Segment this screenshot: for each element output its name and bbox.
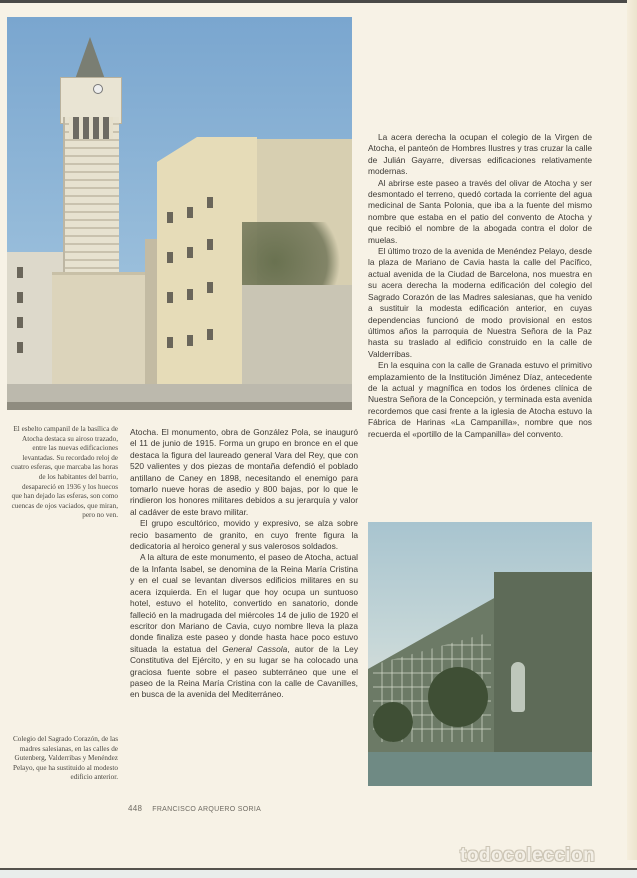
page-number: 448 xyxy=(128,804,143,813)
photo-window xyxy=(167,212,173,223)
page-gutter-shadow xyxy=(627,0,637,860)
photo-window xyxy=(207,239,213,250)
photo-atocha-bell-tower xyxy=(7,17,352,410)
photo-wall xyxy=(242,285,352,387)
body-column-right xyxy=(368,132,592,440)
photo-building-low xyxy=(52,272,152,390)
photo-window xyxy=(187,335,193,346)
photo-building-front xyxy=(494,572,592,757)
paragraph: Atocha. El monumento, obra de González Pola, se inauguró el 11 de junio de 1915. Forma un grupo en bronce en el que destaca la figura del laureado general Vara del Rey, que con 520 valientes y dos piezas de montaña defendió el poblado antillano de Caney en 1898, necesitando el enemigo para tomarlo nueve horas de asedio y 800 bajas, por lo que le rindieron los honores militares debidos a su jerarquía y valor al cadáver de este bravo militar. xyxy=(130,427,358,517)
photo-window xyxy=(17,342,23,353)
scan-top-edge xyxy=(0,0,637,3)
photo-window xyxy=(207,329,213,340)
photo-window xyxy=(167,252,173,263)
scan-bottom-edge xyxy=(0,868,637,878)
paragraph: Al abrirse este paseo a través del olivar de Atocha y ser desmontado el terreno, quedó cortada la corriente del agua medicinal de Santa Polonia, que iba a la fuente del mismo nombre que estaba en el patio del convento de Atocha y que recibió el nombre de la abogada contra el dolor de muelas. xyxy=(368,177,592,245)
photo-window xyxy=(187,207,193,218)
body-column-left xyxy=(130,427,358,701)
photo-window xyxy=(17,317,23,328)
caption-school: Colegio del Sagrado Corazón, de las madres salesianas, en las calles de Gutenberg, Valderribas y Menéndez Pelayo, que ha sustituido al modesto edificio anterior. xyxy=(12,735,118,782)
statue-name-italic: General Cassola xyxy=(222,643,288,654)
photo-window xyxy=(17,267,23,278)
paragraph: La acera derecha la ocupan el colegio de la Virgen de Atocha, el panteón de Hombres Ilustres y tras cruzar la calle de Julián Gayarre, diversas edificaciones relativamente modernas. xyxy=(368,132,592,177)
author-name: FRANCISCO ARQUERO SORIA xyxy=(152,806,262,813)
page-footer xyxy=(128,804,261,813)
photo-window xyxy=(187,289,193,300)
photo-curb xyxy=(7,402,352,410)
photo-window xyxy=(167,292,173,303)
photo-tree xyxy=(428,667,488,727)
photo-tower-arches xyxy=(69,117,113,139)
photo-sagrado-corazon-school xyxy=(368,522,592,786)
paragraph: El grupo escultórico, movido y expresivo, se alza sobre recio basamento de granito, en cuyo frente figura la dedicatoria al heroico general y sus valerosos soldados. xyxy=(130,518,358,552)
photo-window xyxy=(187,247,193,258)
paragraph-text: , autor de la Ley Constitutiva del Ejército, y en su lugar se ha colocado una graciosa fuente sobre el paseo subterráneo que une el paseo de la Reina María Cristina con la calle de Cavanilles, en busca de la avenida del Mediterráneo. xyxy=(130,643,359,700)
photo-window xyxy=(167,337,173,348)
photo-street xyxy=(368,752,592,786)
photo-window xyxy=(17,292,23,303)
caption-bell-tower: El esbelto campanil de la basílica de Atocha destaca su airoso trazado, entre las nuevas edificaciones levantadas. Su recordado reloj de cuatro esferas, que marcaba las horas de los habitantes del barrio, desapareció en 1936 y los huecos que han dejado las esferas, son como cuencas de ojos vaciados, que miran, pero no ven. xyxy=(11,425,118,520)
photo-window xyxy=(207,197,213,208)
watermark-logo: todocoleccion xyxy=(460,845,596,866)
paragraph: En la esquina con la calle de Granada estuvo el primitivo emplazamiento de la Institución Jiménez Díaz, antecedente de la actual y magnífica en todos los órdenes clínica de Nuestra Señora de la Concepción, y terminada esta avenida recordemos que casi frente a la iglesia de Atocha estuvo la Fábrica de Harinas «La Campanilla», nombre que nos recuerda el «portillo de la Campanilla» del convento. xyxy=(368,360,592,439)
paragraph-text: A la altura de este monumento, el paseo de Atocha, actual de la Infanta Isabel, se denomina de la Reina María Cristina y en el cual se levantan diversos edificios militares en su acera izquierda. En el lugar que hoy ocupa un suntuoso hotel, estuvo el hotelito, convertido en sanatorio, donde falleció en la madrugada del miércoles 14 de julio de 1920 el escritor don Mariano de Cavia, cuyo nombre lleva la plaza donde finaliza este paseo y donde hasta hace poco estuvo situada la estatua del xyxy=(130,552,358,654)
paragraph: El último trozo de la avenida de Menéndez Pelayo, desde la plaza de Mariano de Cavia hasta la calle del Pacífico, actual avenida de la Ciudad de Barcelona, nos muestra en su acera derecha la moderna edificación del colegio del Sagrado Corazón de las Madres salesianas, que ha venido a sustituir la modesta edificación anterior, en cuyas dependencias funcionó de modo provisional en estos últimos años la parroquia de Nuestra Señora de la Paz hasta su traslado al edificio construido en la calle de Valderribas. xyxy=(368,246,592,359)
photo-tree xyxy=(373,702,413,742)
photo-window xyxy=(207,282,213,293)
photo-tower-clock xyxy=(93,84,103,94)
photo-relief-figure xyxy=(511,662,525,712)
paragraph xyxy=(130,552,358,700)
